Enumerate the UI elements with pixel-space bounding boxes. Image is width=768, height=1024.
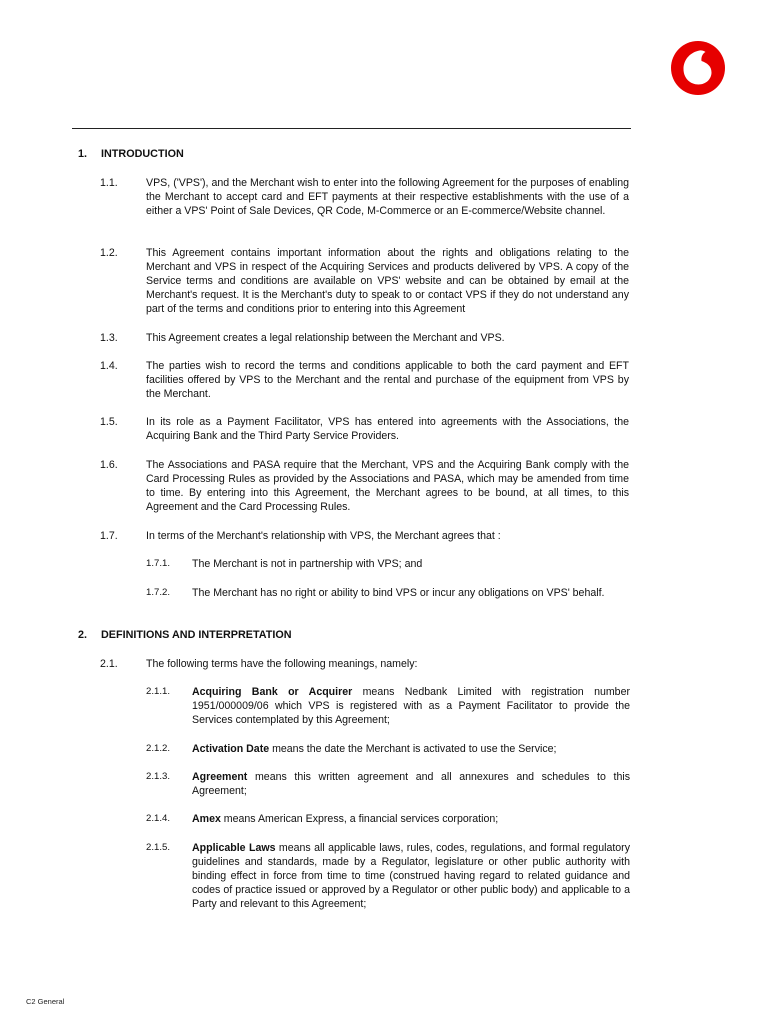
clause-number: 1.2. bbox=[100, 247, 118, 259]
clause-text: This Agreement creates a legal relationship between the Merchant and VPS. bbox=[146, 332, 505, 344]
clause-text: The following terms have the following meanings, namely: bbox=[146, 658, 418, 670]
section-number: 1. bbox=[78, 148, 88, 160]
clause-text: In its role as a Payment Facilitator, VPS has entered into agreements with the Associations, the Acquiring Bank and the Third Party Service Providers. bbox=[146, 416, 629, 442]
definition-term: Amex bbox=[192, 813, 221, 825]
definition-text: means all applicable laws, rules, codes, regulations, and formal regulatory guidelines and standards, made by a Regulator, legislature or other public authority with binding effect in force from time to time (construed having regard to related guidance and codes of practice issued or approved by a Regulator or other public body) and applicable to a Party and relevant to this Agreement; bbox=[192, 842, 630, 910]
clause-number: 2.1. bbox=[100, 658, 118, 670]
subclause-number: 1.7.1. bbox=[146, 558, 171, 569]
document-classification: C2 General bbox=[26, 997, 65, 1006]
section-title: INTRODUCTION bbox=[101, 148, 184, 160]
subclause-text: The Merchant has no right or ability to bind VPS or incur any obligations on VPS' behalf. bbox=[192, 587, 605, 599]
vodafone-logo-icon bbox=[670, 40, 726, 96]
clause-number: 1.3. bbox=[100, 332, 118, 344]
section-heading-introduction bbox=[78, 147, 184, 161]
section-heading-definitions bbox=[78, 628, 292, 642]
definition-term: Activation Date bbox=[192, 743, 270, 755]
clause-number: 1.5. bbox=[100, 416, 118, 428]
clause-text: This Agreement contains important information about the rights and obligations relating to the Merchant and VPS in respect of the Acquiring Services and products delivered by VPS. A copy of the Service terms and conditions are available on VPS' website and can be obtained by email at the Merchant's request. It is the Merchant's duty to speak to or contact VPS if they do not understand any part of the terms and conditions prior to entering into this Agreement bbox=[146, 247, 629, 315]
definition-number: 2.1.5. bbox=[146, 842, 171, 853]
definition-text: means this written agreement and all annexures and schedules to this Agreement; bbox=[192, 771, 630, 797]
definition-number: 2.1.2. bbox=[146, 743, 171, 754]
definition-term: Applicable Laws bbox=[192, 842, 276, 854]
clause-number: 1.6. bbox=[100, 459, 118, 471]
clause-text: The parties wish to record the terms and conditions applicable to both the card payment and EFT facilities offered by VPS to the Merchant and the rental and purchase of the equipment from VPS by the Merchant. bbox=[146, 360, 629, 400]
subclause-number: 1.7.2. bbox=[146, 587, 171, 598]
clause-number: 1.4. bbox=[100, 360, 118, 372]
clause-text: VPS, ('VPS'), and the Merchant wish to enter into the following Agreement for the purposes of enabling the Merchant to accept card and EFT payments at their respective establishments with the use of a either a VPS' Point of Sale Devices, QR Code, M-Commerce or an E-commerce/Website channel. bbox=[146, 177, 629, 217]
definition-number: 2.1.4. bbox=[146, 813, 171, 824]
clause-number: 1.7. bbox=[100, 530, 118, 542]
definition-number: 2.1.1. bbox=[146, 686, 171, 697]
definition-text: means the date the Merchant is activated to use the Service; bbox=[269, 743, 557, 755]
clause-text: In terms of the Merchant's relationship with VPS, the Merchant agrees that : bbox=[146, 530, 501, 542]
section-number: 2. bbox=[78, 629, 88, 641]
definition-number: 2.1.3. bbox=[146, 771, 171, 782]
section-title: DEFINITIONS AND INTERPRETATION bbox=[101, 629, 292, 641]
header-divider bbox=[72, 128, 631, 129]
clause-text: The Associations and PASA require that the Merchant, VPS and the Acquiring Bank comply with the Card Processing Rules as provided by the Associations and PASA, which may be amended from time to time. By entering into this Agreement, the Merchant agrees to be bound, at all times, to this Agreement and the Card Processing Rules. bbox=[146, 459, 629, 513]
clause-number: 1.1. bbox=[100, 177, 118, 189]
definition-term: Acquiring Bank or Acquirer bbox=[192, 686, 353, 698]
definition-term: Agreement bbox=[192, 771, 248, 783]
definition-text: means Nedbank Limited with registration number 1951/000009/06 which VPS is registered with as a Payment Facilitator to provide the Services contemplated by this Agreement; bbox=[192, 686, 630, 726]
subclause-text: The Merchant is not in partnership with VPS; and bbox=[192, 558, 423, 570]
definition-text: means American Express, a financial services corporation; bbox=[220, 813, 499, 825]
